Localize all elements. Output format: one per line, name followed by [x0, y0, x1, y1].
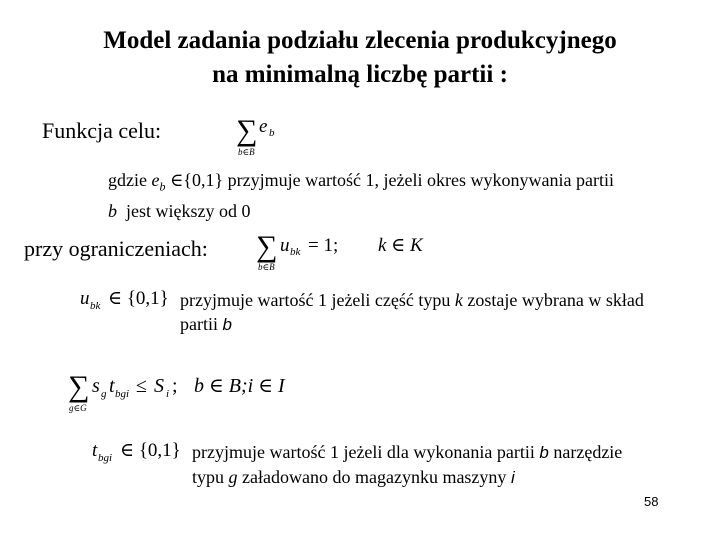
c1-term: u [280, 235, 290, 256]
c2-term-s: s [92, 375, 100, 397]
c2-rhs-sub: i [166, 388, 170, 400]
t-def-g: g [228, 467, 238, 487]
where-paragraph [108, 168, 708, 223]
u-def-line-2 [180, 312, 720, 337]
where-var [151, 170, 166, 194]
u-var: u [80, 288, 90, 309]
sum-term: e [259, 116, 268, 137]
where-line2-var: b [108, 200, 117, 221]
t-def-text-c: narzędzie [553, 442, 623, 462]
c2-domain: b ∈ B;i ∈ I [194, 375, 285, 397]
t-definition-text [192, 440, 712, 490]
t-set: ∈ {0,1} [120, 440, 181, 461]
u-def-text-a: przyjmuje wartość 1 jeżeli część typu [180, 290, 451, 310]
u-definition-formula [78, 284, 174, 318]
objective-label: Funkcja celu: [42, 118, 162, 143]
objective-formula [232, 110, 302, 160]
page-number: 58 [644, 494, 659, 509]
t-def-b: b [539, 443, 549, 462]
c2-rhs: S [154, 375, 164, 397]
t-var-sub: bgi [98, 452, 113, 464]
constraints-label: przy ograniczeniach: [24, 236, 208, 261]
title-line-2: na minimalną liczbę partii : [212, 61, 508, 88]
u-var-sub: bk [90, 300, 101, 312]
c1-term-sub: bk [290, 246, 301, 258]
t-def-text-a: przyjmuje wartość 1 jeżeli dla wykonania partii [192, 442, 535, 462]
c1-sum-symbol: ∑ [256, 230, 278, 263]
constraint-2-formula [66, 366, 316, 416]
c2-term-s-sub: g [101, 388, 107, 400]
c1-domain: k ∈ K [378, 235, 423, 256]
u-def-text-b: zostaje wybrana w skład [467, 290, 644, 310]
page-title [0, 24, 720, 92]
c2-sum-sub: g∈G [69, 403, 87, 413]
where-rest: przyjmuje wartość 1, jeżeli okres wykonywania partii [227, 170, 614, 190]
where-set: ∈{0,1} [169, 170, 224, 190]
c2-rel: ≤ [136, 375, 147, 397]
t-definition-formula [90, 436, 186, 470]
c2-sum-symbol: ∑ [68, 370, 90, 403]
c1-rhs: = 1; [308, 235, 339, 256]
u-definition-text [180, 288, 720, 337]
sum-symbol: ∑ [236, 114, 258, 147]
where-line-1 [108, 168, 708, 199]
t-def-typu: typu [192, 467, 225, 487]
t-var: t [92, 440, 98, 461]
u-def-partii: partii [180, 314, 218, 334]
constraint-1-formula [252, 224, 452, 274]
t-def-i: i [510, 468, 515, 487]
where-line2-rest: jest większy od 0 [126, 200, 251, 221]
c2-term-t: t [109, 375, 115, 397]
where-var-letter: e [151, 170, 160, 190]
title-line-1: Model zadania podziału zlecenia produkcyjnego [103, 27, 617, 54]
c1-sum-sub: b∈B [258, 262, 275, 272]
sum-term-sub: b [269, 127, 275, 139]
where-prefix: gdzie [108, 170, 147, 190]
where-var-sub: b [159, 179, 166, 194]
t-def-line-1 [192, 440, 712, 465]
u-def-b: b [222, 315, 232, 334]
u-set: ∈ {0,1} [108, 288, 169, 309]
c2-sep: ; [172, 375, 178, 397]
c2-term-t-sub: bgi [115, 388, 130, 400]
sum-subscript: b∈B [238, 147, 255, 157]
u-def-k: k [454, 290, 463, 310]
t-def-text-b: załadowano do magazynku maszyny [242, 467, 507, 487]
where-line-2 [108, 199, 708, 223]
u-def-line-1 [180, 288, 720, 312]
t-def-line-2 [192, 465, 712, 490]
